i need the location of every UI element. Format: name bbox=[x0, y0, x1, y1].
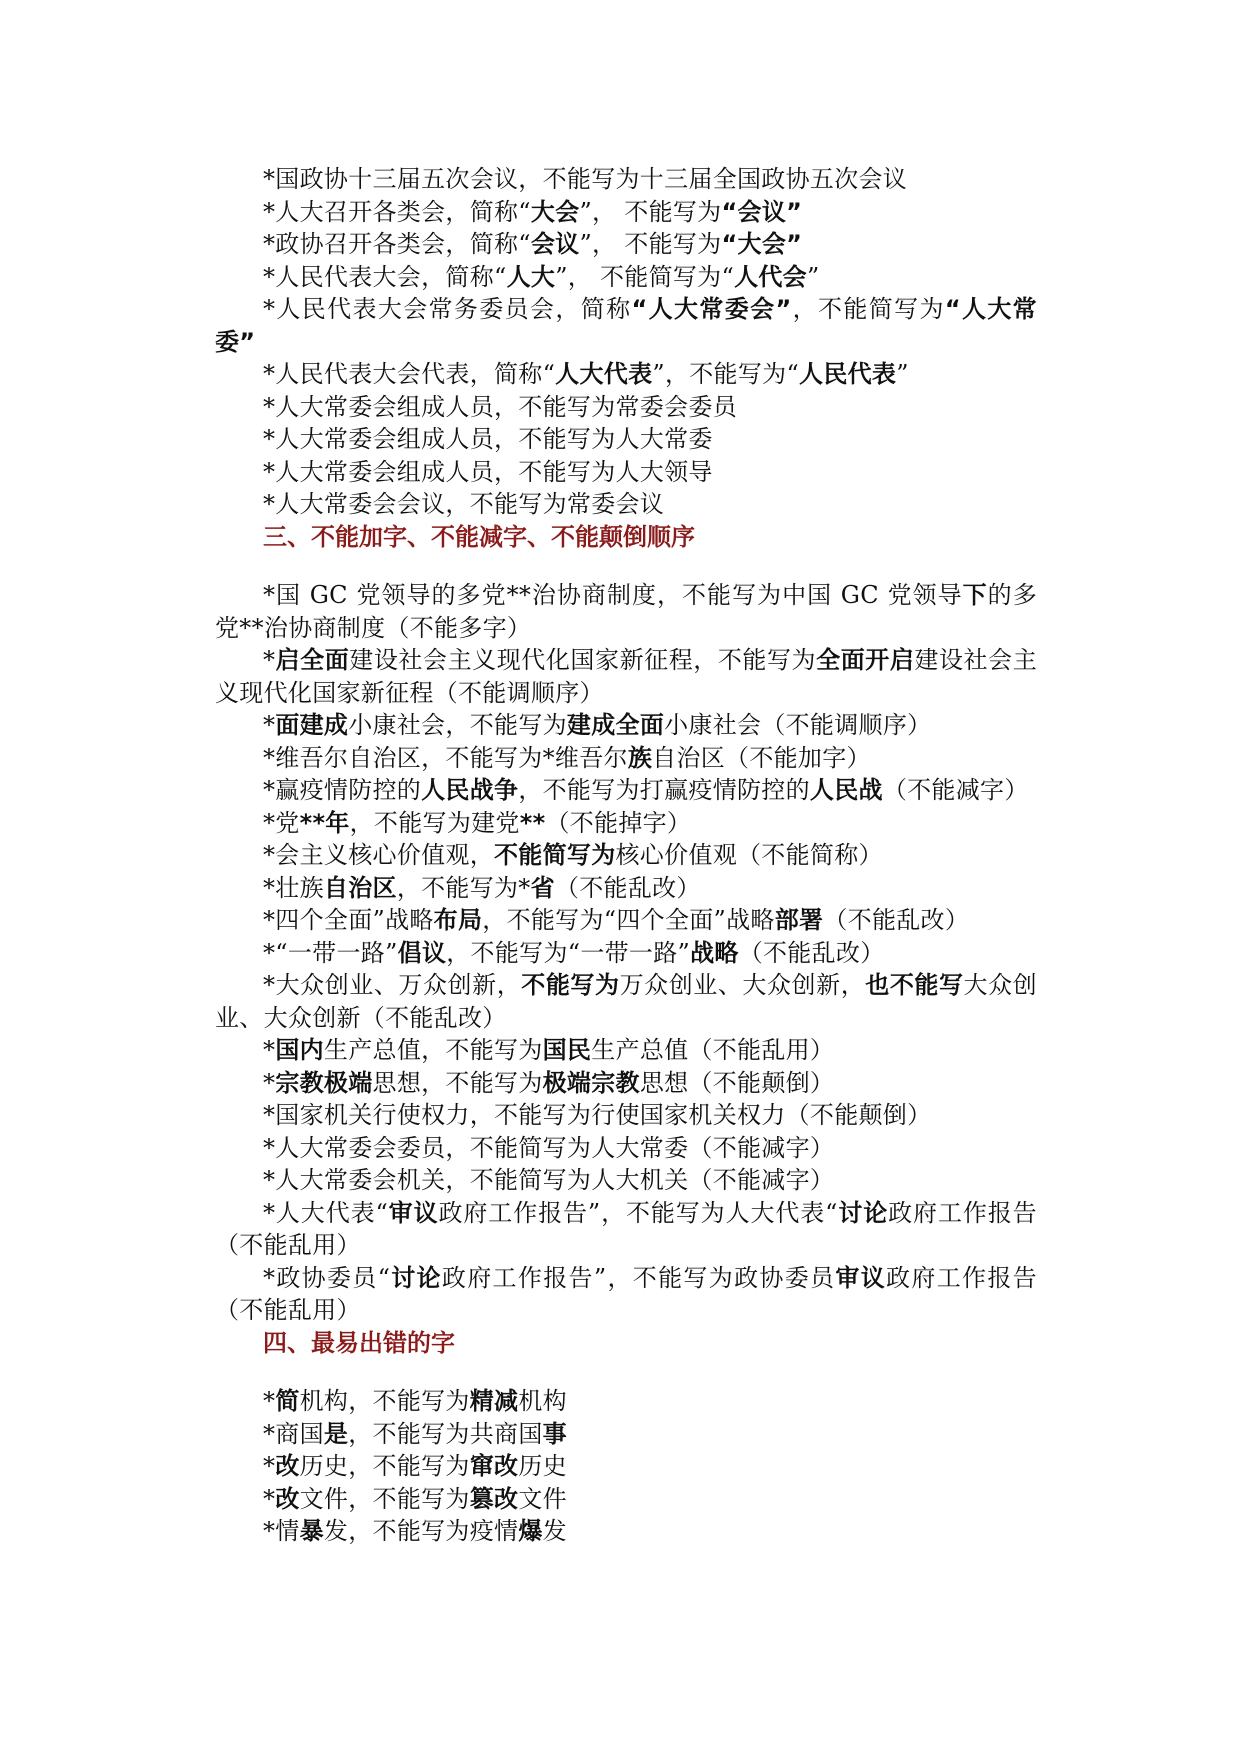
emphasis-text: 也不能写 bbox=[865, 971, 964, 999]
section-name-rules bbox=[215, 163, 1037, 521]
emphasis-text: 不能简写为 bbox=[494, 841, 616, 869]
rule-line bbox=[215, 196, 1037, 229]
emphasis-text: 极端宗教 bbox=[542, 1068, 640, 1097]
emphasis-text: 面建成 bbox=[275, 711, 349, 739]
rule-text: *党 bbox=[263, 808, 300, 837]
rule-text: 生产总值（不能乱用） bbox=[591, 1036, 835, 1064]
rule-text: *赢疫情防控的 bbox=[263, 776, 422, 804]
rule-text: （不能乱改） bbox=[823, 906, 970, 934]
rule-text: 建设社会主义现代化国家新征程（不能调顺序） bbox=[215, 646, 1038, 707]
rule-text: ，不能写为* bbox=[396, 873, 531, 902]
emphasis-text: 国内 bbox=[275, 1036, 324, 1064]
rule-text: *人大常委会组成人员，不能写为人大领导 bbox=[263, 457, 713, 486]
rule-text: *人民代表大会代表，简称“ bbox=[263, 360, 556, 388]
emphasis-text: 人民战争 bbox=[421, 776, 519, 804]
rule-text: *政协召开各类会，简称“ bbox=[263, 230, 531, 258]
rule-line bbox=[215, 1034, 1037, 1067]
emphasis-text: 大会 bbox=[530, 197, 580, 226]
emphasis-text: 战略 bbox=[690, 938, 739, 967]
rule-text: 政府工作报告”，不能写为政协委员 bbox=[441, 1263, 836, 1292]
rule-text: ，不能写为打赢疫情防控的 bbox=[518, 776, 810, 804]
rule-text: 思想，不能写为 bbox=[372, 1068, 543, 1097]
rule-text: * bbox=[263, 711, 276, 739]
rule-text: * bbox=[263, 1452, 276, 1480]
rule-text: *壮族 bbox=[263, 873, 324, 902]
rule-text: 政府工作报告（不能乱用） bbox=[215, 1198, 1037, 1259]
rule-text: （不能减字） bbox=[882, 776, 1029, 804]
rule-text: *政协委员“ bbox=[263, 1263, 391, 1292]
rule-line bbox=[215, 1099, 1037, 1132]
rule-text: *人大召开各类会，简称“ bbox=[263, 197, 531, 226]
rule-text: 万众创业、大众创新， bbox=[619, 971, 866, 999]
emphasis-text: “人大常委会” bbox=[631, 295, 792, 323]
emphasis-text: 篡改 bbox=[469, 1484, 519, 1513]
emphasis-text: 人大代表 bbox=[555, 360, 653, 388]
rule-text: *人大代表“ bbox=[263, 1198, 389, 1227]
rule-text: 历史，不能写为 bbox=[299, 1452, 470, 1480]
emphasis-text: 讨论 bbox=[390, 1263, 442, 1292]
document-body bbox=[215, 163, 1037, 1548]
rule-text: ，不能写为“一带一路” bbox=[446, 938, 691, 967]
emphasis-text: 部署 bbox=[774, 906, 824, 934]
emphasis-text: 审议 bbox=[388, 1198, 439, 1227]
rule-text: 自治区（不能加字） bbox=[652, 743, 871, 772]
rule-text: ”，不能写为“ bbox=[652, 360, 800, 388]
emphasis-text: 自治区 bbox=[323, 873, 397, 902]
rule-line bbox=[215, 358, 1037, 391]
emphasis-text: 宗教极端 bbox=[275, 1068, 373, 1097]
rule-line bbox=[215, 261, 1037, 294]
rule-text: 发 bbox=[542, 1517, 567, 1545]
rule-line bbox=[215, 1067, 1037, 1100]
emphasis-text: 审议 bbox=[835, 1263, 887, 1292]
rule-line bbox=[215, 709, 1037, 742]
emphasis-text: 人大 bbox=[506, 262, 556, 291]
emphasis-text: 人民战 bbox=[809, 776, 883, 804]
emphasis-text: 改 bbox=[275, 1484, 300, 1513]
rule-text: *人大常委会机关，不能简写为人大机关（不能减字） bbox=[263, 1166, 835, 1194]
rule-text: * bbox=[263, 1387, 276, 1415]
rule-text: 建设社会主义现代化国家新征程，不能写为 bbox=[349, 646, 817, 674]
rule-text: 的多党**治协商制度（不能多字） bbox=[215, 581, 1037, 642]
emphasis-text: 暴 bbox=[299, 1517, 324, 1545]
rule-line bbox=[215, 774, 1037, 807]
emphasis-text: “大会” bbox=[721, 230, 803, 258]
rule-text: *人大常委会组成人员，不能写为常委会委员 bbox=[263, 392, 737, 421]
rule-text: *商国 bbox=[263, 1419, 324, 1448]
rule-text: ，不能写为共商国 bbox=[348, 1419, 543, 1448]
section-heading-four: 四、最易出错的字 bbox=[263, 1328, 455, 1357]
emphasis-text: 简 bbox=[275, 1387, 300, 1415]
emphasis-text: 国民 bbox=[542, 1036, 592, 1064]
rule-text: ，不能写为“四个全面”战略 bbox=[482, 906, 775, 934]
rule-text: * bbox=[263, 1484, 276, 1513]
rule-line bbox=[215, 1164, 1037, 1197]
rule-text: *国政协十三届五次会议，不能写为十三届全国政协五次会议 bbox=[263, 165, 908, 193]
rule-line bbox=[215, 1385, 1037, 1418]
rule-text: *大众创业、万众创新， bbox=[263, 971, 522, 999]
rule-line bbox=[215, 163, 1037, 196]
rule-line bbox=[215, 904, 1037, 937]
rule-line bbox=[215, 872, 1037, 905]
rule-line bbox=[215, 1515, 1037, 1548]
rule-line bbox=[215, 1262, 1037, 1327]
emphasis-text: 是 bbox=[323, 1419, 349, 1448]
rule-line bbox=[215, 391, 1037, 424]
rule-line bbox=[215, 1483, 1037, 1516]
rule-text: *人民代表大会，简称“ bbox=[263, 262, 507, 291]
rule-line bbox=[215, 1197, 1037, 1262]
emphasis-text: 事 bbox=[542, 1419, 567, 1448]
rule-text: *人大常委会委员，不能简写为人大常委（不能减字） bbox=[263, 1133, 835, 1162]
emphasis-text: “人大常委” bbox=[215, 295, 1037, 356]
rule-text: *“一带一路” bbox=[263, 938, 398, 967]
rule-line bbox=[215, 1418, 1037, 1451]
section-common-errors bbox=[215, 1385, 1037, 1548]
section-heading-three: 三、不能加字、不能减字、不能颠倒顺序 bbox=[263, 522, 695, 551]
rule-text: 核心价值观（不能简称） bbox=[615, 841, 883, 869]
emphasis-text: 建成全面 bbox=[566, 711, 665, 739]
rule-text: 发，不能写为疫情 bbox=[323, 1517, 519, 1545]
rule-text: *维吾尔自治区，不能写为*维吾尔 bbox=[263, 743, 628, 772]
rule-line bbox=[215, 644, 1037, 709]
rule-text: （不能掉字） bbox=[545, 808, 692, 837]
rule-text: （不能乱改） bbox=[738, 938, 885, 967]
emphasis-text: 不能写为 bbox=[521, 971, 620, 999]
rule-text: 大众创业、大众创新（不能乱改） bbox=[215, 971, 1037, 1032]
emphasis-text: 窜改 bbox=[469, 1452, 519, 1480]
emphasis-text: 人民代表 bbox=[799, 360, 897, 388]
rule-text: 机构 bbox=[518, 1387, 567, 1415]
emphasis-text: 会议 bbox=[530, 230, 580, 258]
rule-line bbox=[215, 807, 1037, 840]
rule-text: ，不能写为建党 bbox=[349, 808, 520, 837]
emphasis-text: 倡议 bbox=[397, 938, 447, 967]
rule-text: *国 GC 党领导的多党**治协商制度，不能写为中国 GC 党领导 bbox=[263, 581, 963, 609]
rule-text: 文件，不能写为 bbox=[299, 1484, 470, 1513]
emphasis-text: 精减 bbox=[469, 1387, 519, 1415]
emphasis-text: “会议” bbox=[721, 197, 803, 226]
rule-text: * bbox=[263, 1036, 276, 1064]
emphasis-text: 全面开启 bbox=[816, 646, 915, 674]
rule-text: *四个全面”战略 bbox=[263, 906, 434, 934]
rule-text: *人大常委会组成人员，不能写为人大常委 bbox=[263, 425, 713, 453]
rule-text: ” bbox=[896, 360, 909, 388]
rule-line bbox=[215, 937, 1037, 970]
rule-text: ”， 不能简写为“ bbox=[555, 262, 735, 291]
rule-text: * bbox=[263, 646, 276, 674]
rule-text: ，不能简写为 bbox=[791, 295, 945, 323]
emphasis-text: ** bbox=[519, 808, 546, 837]
emphasis-text: 改 bbox=[275, 1452, 300, 1480]
rule-text: 机构，不能写为 bbox=[299, 1387, 470, 1415]
rule-text: ”， 不能写为 bbox=[579, 197, 722, 226]
rule-text: *人大常委会会议，不能写为常委会议 bbox=[263, 490, 665, 518]
rule-text: * bbox=[263, 1068, 276, 1097]
emphasis-text: 族 bbox=[627, 743, 653, 772]
rule-text: 历史 bbox=[518, 1452, 567, 1480]
rule-text: 生产总值，不能写为 bbox=[323, 1036, 543, 1064]
emphasis-text: 启全面 bbox=[275, 646, 350, 674]
emphasis-text: 布局 bbox=[433, 906, 483, 934]
emphasis-text: **年 bbox=[299, 808, 350, 837]
rule-text: 小康社会，不能写为 bbox=[348, 711, 567, 739]
rule-text: 政府工作报告”，不能写为人大代表“ bbox=[438, 1198, 838, 1227]
emphasis-text: 爆 bbox=[518, 1517, 543, 1545]
rule-text: 政府工作报告（不能乱用） bbox=[215, 1263, 1037, 1324]
emphasis-text: 下 bbox=[962, 581, 988, 609]
emphasis-text: 讨论 bbox=[837, 1198, 889, 1227]
rule-text: *人民代表大会常务委员会，简称 bbox=[263, 295, 632, 323]
rule-text: *情 bbox=[263, 1517, 300, 1545]
rule-text: （不能乱改） bbox=[554, 873, 701, 902]
rule-line bbox=[215, 423, 1037, 456]
rule-line bbox=[215, 488, 1037, 521]
rule-line bbox=[215, 456, 1037, 489]
rule-text: *国家机关行使权力，不能写为行使国家机关权力（不能颠倒） bbox=[263, 1101, 932, 1129]
rule-text: 思想（不能颠倒） bbox=[639, 1068, 835, 1097]
emphasis-text: 人代会 bbox=[734, 262, 807, 291]
rule-line bbox=[215, 228, 1037, 261]
rule-line bbox=[215, 293, 1037, 358]
rule-line bbox=[215, 839, 1037, 872]
rule-text: ” bbox=[806, 262, 820, 291]
rule-text: *会主义核心价值观， bbox=[263, 841, 494, 869]
rule-text: 小康社会（不能调顺序） bbox=[664, 711, 932, 739]
emphasis-text: 省 bbox=[530, 873, 555, 902]
rule-line bbox=[215, 1132, 1037, 1165]
rule-line bbox=[215, 579, 1037, 644]
rule-text: 文件 bbox=[518, 1484, 567, 1513]
section-no-add-remove-reorder bbox=[215, 579, 1037, 1327]
rule-line bbox=[215, 969, 1037, 1034]
rule-line bbox=[215, 1450, 1037, 1483]
rule-line bbox=[215, 742, 1037, 775]
rule-text: ”， 不能写为 bbox=[579, 230, 722, 258]
